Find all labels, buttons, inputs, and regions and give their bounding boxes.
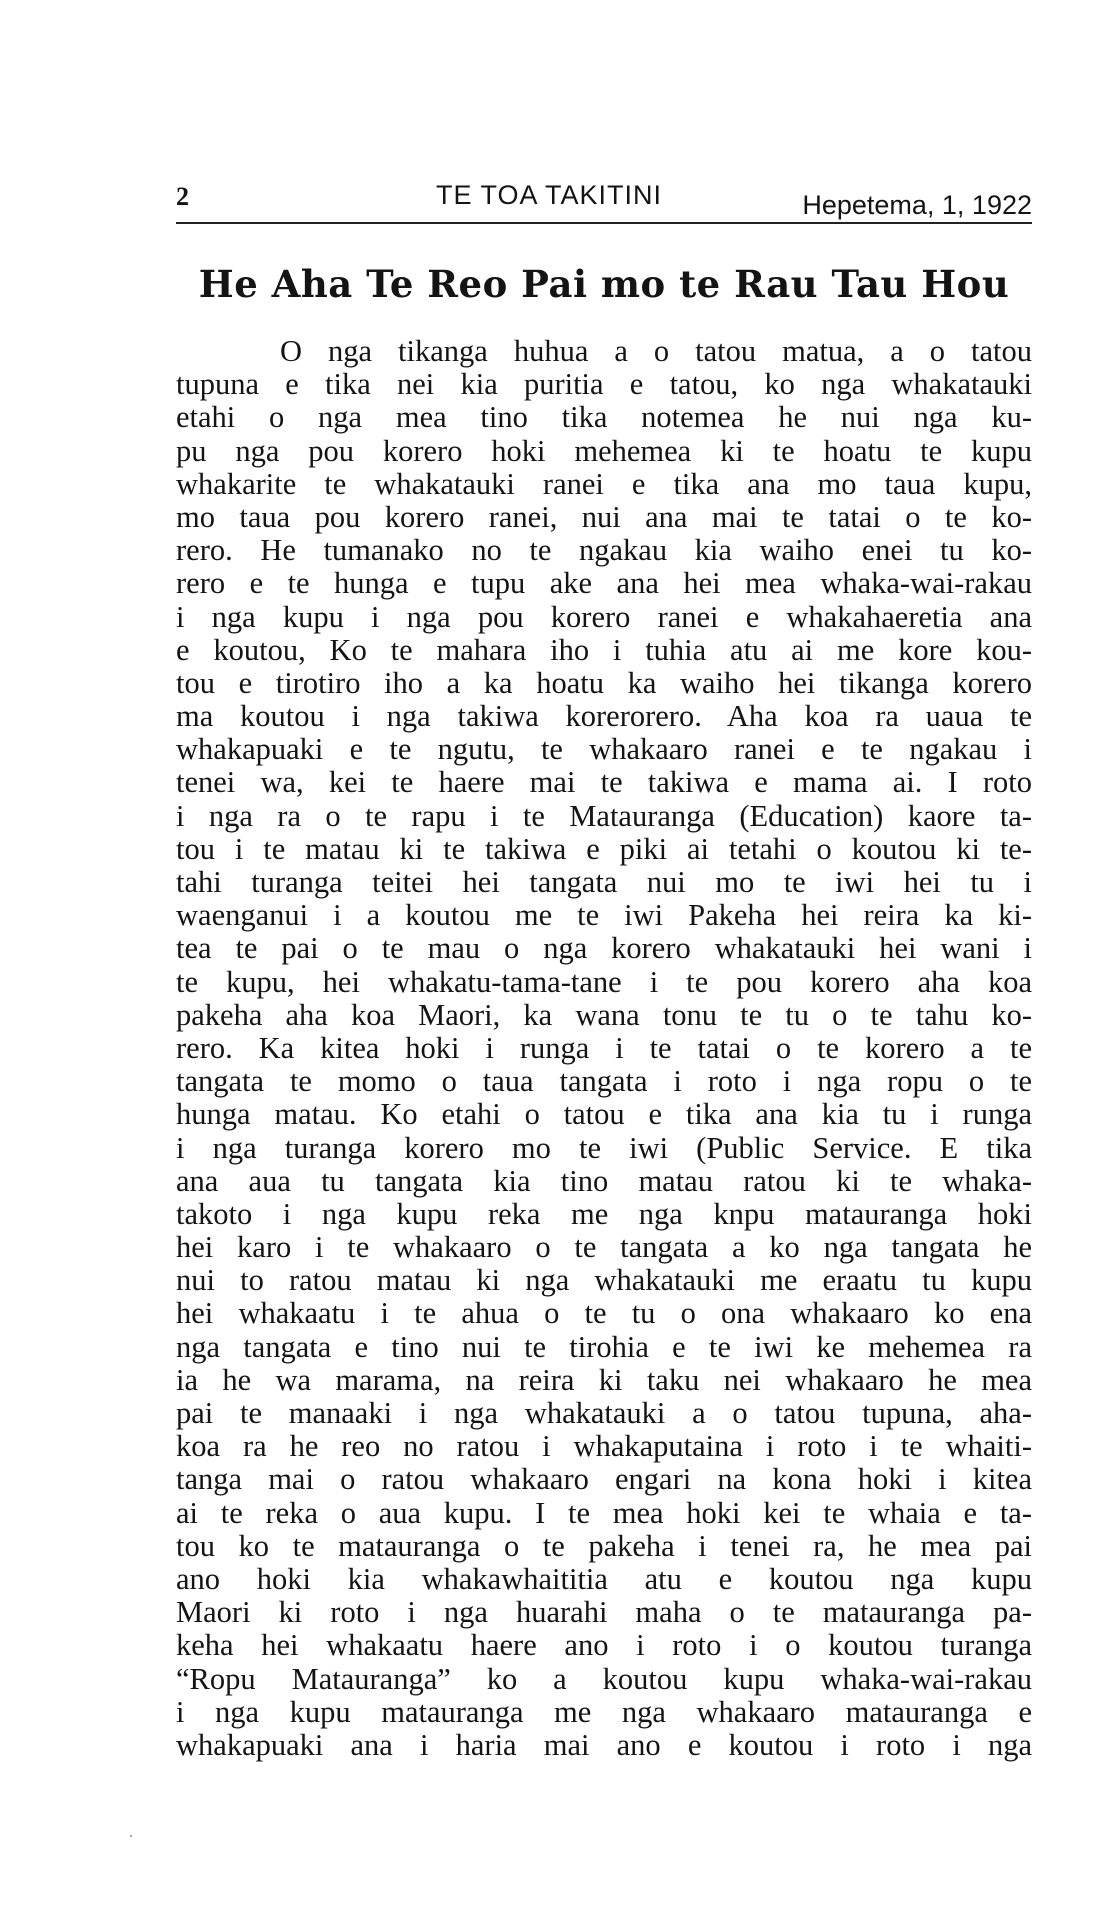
body-line: takoto i nga kupu reka me nga knpu matauranga hoki bbox=[176, 1197, 1032, 1231]
publication-title: TE TOA TAKITINI bbox=[436, 180, 663, 210]
body-line: i nga ra o te rapu i te Matauranga (Education) kaore ta- bbox=[176, 799, 1032, 833]
body-line: mo taua pou korero ranei, nui ana mai te tatai o te ko- bbox=[176, 500, 1032, 534]
article-title: He Aha Te Reo Pai mo te Rau Tau Hou bbox=[198, 262, 1010, 306]
body-line: ana aua tu tangata kia tino matau ratou ki te whaka- bbox=[176, 1164, 1032, 1198]
body-line: keha hei whakaatu haere ano i roto i o koutou turanga bbox=[176, 1629, 1032, 1663]
body-line: tangata te momo o taua tangata i roto i nga ropu o te bbox=[176, 1065, 1032, 1099]
body-line: hei whakaatu i te ahua o te tu o ona whakaaro ko ena bbox=[176, 1297, 1032, 1331]
body-line: nui to ratou matau ki nga whakatauki me eraatu tu kupu bbox=[176, 1264, 1032, 1298]
header-rule bbox=[176, 222, 1032, 224]
body-line: rero. He tumanako no te ngakau kia waiho enei tu ko- bbox=[176, 534, 1032, 568]
body-line: tanga mai o ratou whakaaro engari na kona hoki i kitea bbox=[176, 1463, 1032, 1497]
body-line: koa ra he reo no ratou i whakaputaina i roto i te whaiti- bbox=[176, 1430, 1032, 1464]
page-header bbox=[176, 176, 1032, 220]
body-line: whakarite te whakatauki ranei e tika ana mo taua kupu, bbox=[176, 467, 1032, 501]
body-line: hunga matau. Ko etahi o tatou e tika ana kia tu i runga bbox=[176, 1098, 1032, 1132]
body-line: tahi turanga teitei hei tangata nui mo te iwi hei tu i bbox=[176, 866, 1032, 899]
body-line: ano hoki kia whakawhaititia atu e koutou nga kupu bbox=[176, 1562, 1032, 1596]
body-line: nga tangata e tino nui te tirohia e te iwi ke mehemea ra bbox=[176, 1330, 1032, 1364]
body-line: te kupu, hei whakatu-tama-tane i te pou korero aha koa bbox=[176, 965, 1032, 999]
body-line: pakeha aha koa Maori, ka wana tonu te tu o te tahu ko- bbox=[176, 998, 1032, 1032]
body-line: rero e te hunga e tupu ake ana hei mea whaka-wai-rakau bbox=[176, 567, 1032, 601]
body-line: whakapuaki ana i haria mai ano e koutou i roto i nga bbox=[176, 1728, 1032, 1762]
body-line: tupuna e tika nei kia puritia e tatou, ko nga whakatauki bbox=[176, 368, 1032, 402]
body-line: waenganui i a koutou me te iwi Pakeha hei reira ka ki- bbox=[176, 899, 1032, 933]
body-line: etahi o nga mea tino tika notemea he nui nga ku- bbox=[176, 401, 1032, 435]
issue-date: Hepetema, 1, 1922 bbox=[802, 190, 1032, 220]
page-number: 2 bbox=[176, 182, 189, 211]
body-line: ai te reka o aua kupu. I te mea hoki kei te whaia e ta- bbox=[176, 1496, 1032, 1530]
body-line: tou ko te matauranga o te pakeha i tenei ra, he mea pai bbox=[176, 1529, 1032, 1563]
body-line: ia he wa marama, na reira ki taku nei whakaaro he mea bbox=[176, 1363, 1032, 1397]
print-speck bbox=[130, 1835, 132, 1837]
body-line: tou e tirotiro iho a ka hoatu ka waiho hei tikanga korero bbox=[176, 666, 1032, 700]
body-line: ma koutou i nga takiwa korerorero. Aha koa ra uaua te bbox=[176, 700, 1032, 734]
body-line: hei karo i te whakaaro o te tangata a ko nga tangata he bbox=[176, 1231, 1032, 1265]
body-line: i nga kupu i nga pou korero ranei e whakahaeretia ana bbox=[176, 600, 1032, 634]
body-line: i nga kupu matauranga me nga whakaaro matauranga e bbox=[176, 1695, 1032, 1729]
body-line: pu nga pou korero hoki mehemea ki te hoatu te kupu bbox=[176, 434, 1032, 468]
body-line: pai te manaaki i nga whakatauki a o tatou tupuna, aha- bbox=[176, 1397, 1032, 1430]
article-body bbox=[176, 335, 1032, 1762]
body-line: tou i te matau ki te takiwa e piki ai tetahi o koutou ki te- bbox=[176, 832, 1032, 866]
body-line: e koutou, Ko te mahara iho i tuhia atu ai me kore kou- bbox=[176, 633, 1032, 667]
body-line: O nga tikanga huhua a o tatou matua, a o tatou bbox=[280, 335, 1032, 368]
body-line: tea te pai o te mau o nga korero whakatauki hei wani i bbox=[176, 932, 1032, 966]
body-line: “Ropu Matauranga” ko a koutou kupu whaka-wai-rakau bbox=[176, 1662, 1032, 1696]
body-line: whakapuaki e te ngutu, te whakaaro ranei e te ngakau i bbox=[176, 733, 1032, 767]
body-line: rero. Ka kitea hoki i runga i te tatai o te korero a te bbox=[176, 1031, 1032, 1065]
body-line: tenei wa, kei te haere mai te takiwa e mama ai. I roto bbox=[176, 766, 1032, 800]
body-line: i nga turanga korero mo te iwi (Public Service. E tika bbox=[176, 1131, 1032, 1165]
body-line: Maori ki roto i nga huarahi maha o te matauranga pa- bbox=[176, 1596, 1032, 1630]
